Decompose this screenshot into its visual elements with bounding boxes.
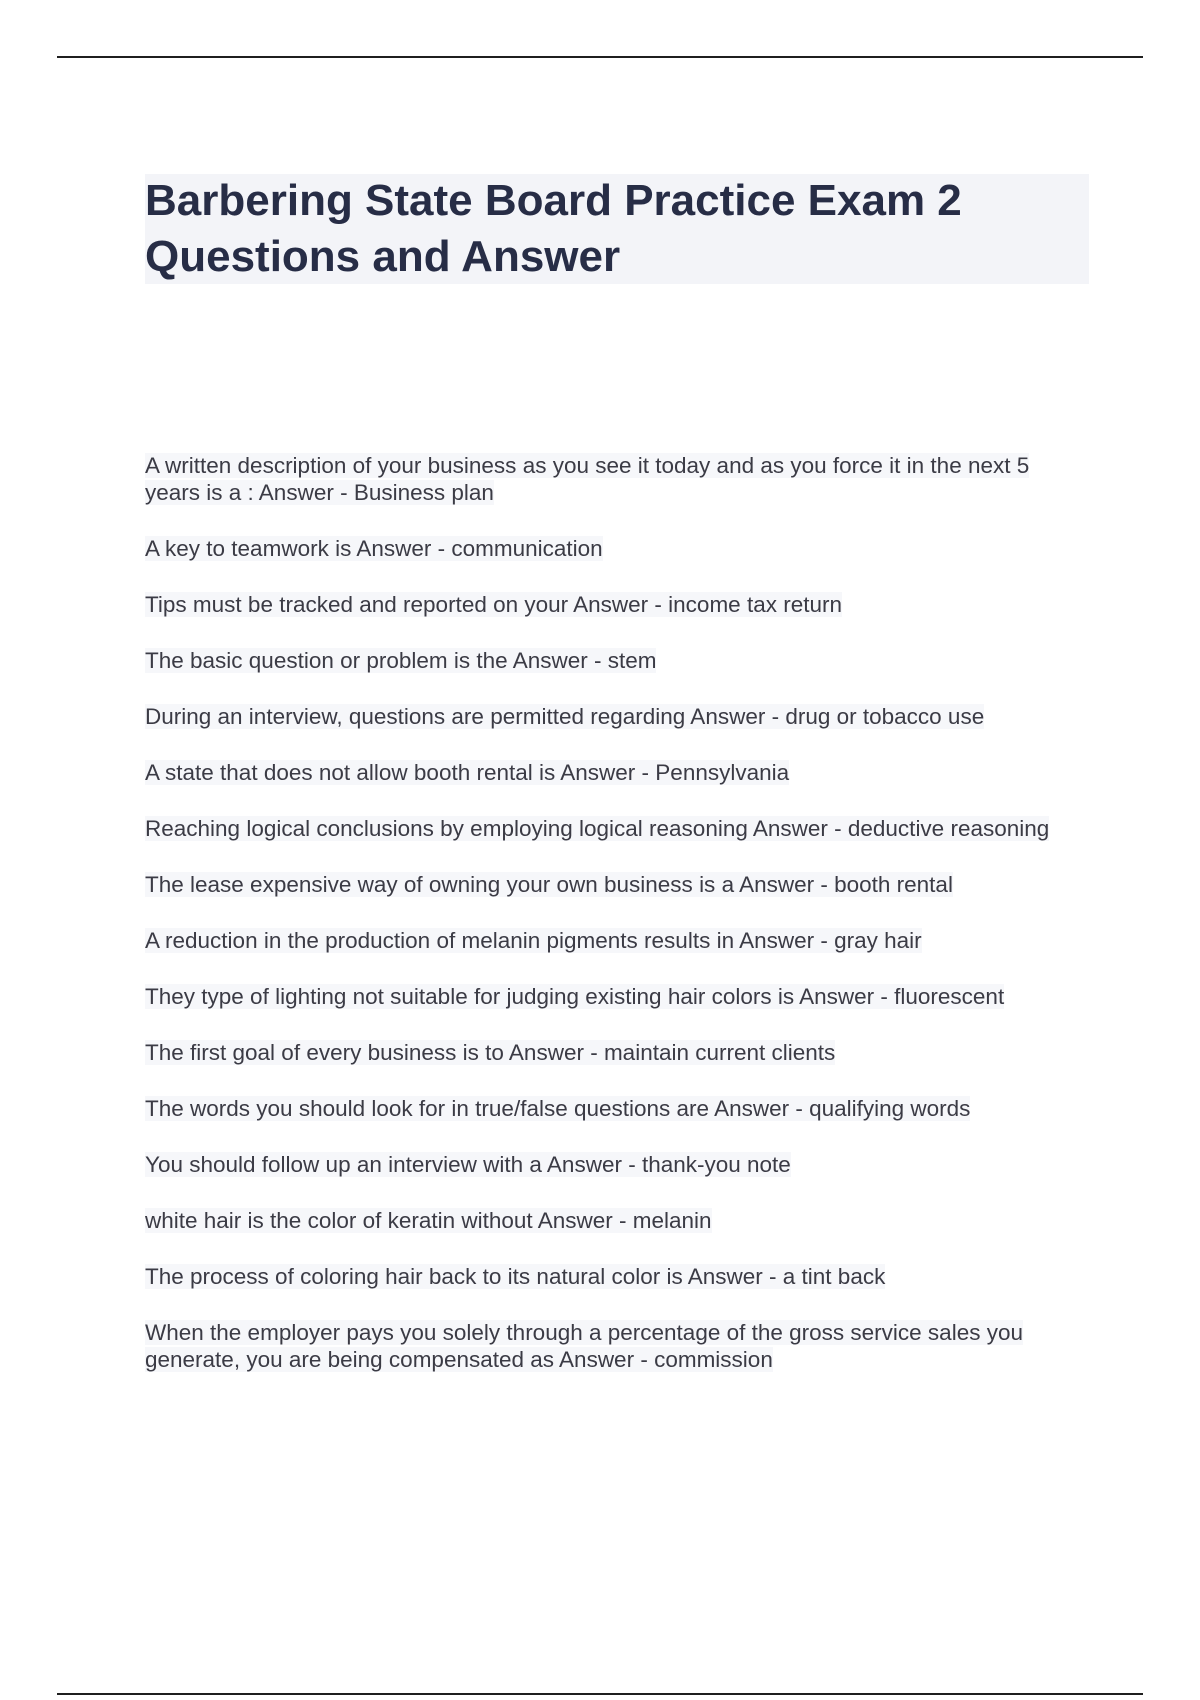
title-line-1: Barbering State Board Practice Exam 2 <box>145 176 962 225</box>
qa-item: A state that does not allow booth rental is Answer - Pennsylvania <box>145 760 790 785</box>
qa-item: Tips must be tracked and reported on your Answer - income tax return <box>145 592 842 617</box>
title-line-2: Questions and Answer <box>145 232 621 281</box>
qa-item: white hair is the color of keratin without Answer - melanin <box>145 1208 712 1233</box>
qa-list <box>145 452 1085 1402</box>
qa-item: During an interview, questions are permitted regarding Answer - drug or tobacco use <box>145 704 985 729</box>
footer-rule <box>57 1693 1143 1695</box>
qa-item: The words you should look for in true/false questions are Answer - qualifying words <box>145 1096 971 1121</box>
qa-item: The process of coloring hair back to its natural color is Answer - a tint back <box>145 1264 886 1289</box>
qa-item: The basic question or problem is the Answer - stem <box>145 648 657 673</box>
qa-item: A key to teamwork is Answer - communication <box>145 536 603 561</box>
qa-item: They type of lighting not suitable for judging existing hair colors is Answer - fluorescent <box>145 984 1005 1009</box>
qa-item: You should follow up an interview with a Answer - thank-you note <box>145 1152 791 1177</box>
qa-item: Reaching logical conclusions by employing logical reasoning Answer - deductive reasoning <box>145 816 1050 841</box>
qa-item: A reduction in the production of melanin pigments results in Answer - gray hair <box>145 928 922 953</box>
qa-item: The first goal of every business is to Answer - maintain current clients <box>145 1040 836 1065</box>
title-block <box>145 174 1089 284</box>
header-rule <box>57 56 1143 58</box>
qa-item: The lease expensive way of owning your own business is a Answer - booth rental <box>145 872 953 897</box>
qa-item: When the employer pays you solely through a percentage of the gross service sales you generate, you are being compensated as Answer - commission <box>145 1320 1023 1372</box>
document-title <box>145 173 1089 285</box>
qa-item: A written description of your business as you see it today and as you force it in the next 5 years is a : Answer - Business plan <box>145 453 1030 505</box>
